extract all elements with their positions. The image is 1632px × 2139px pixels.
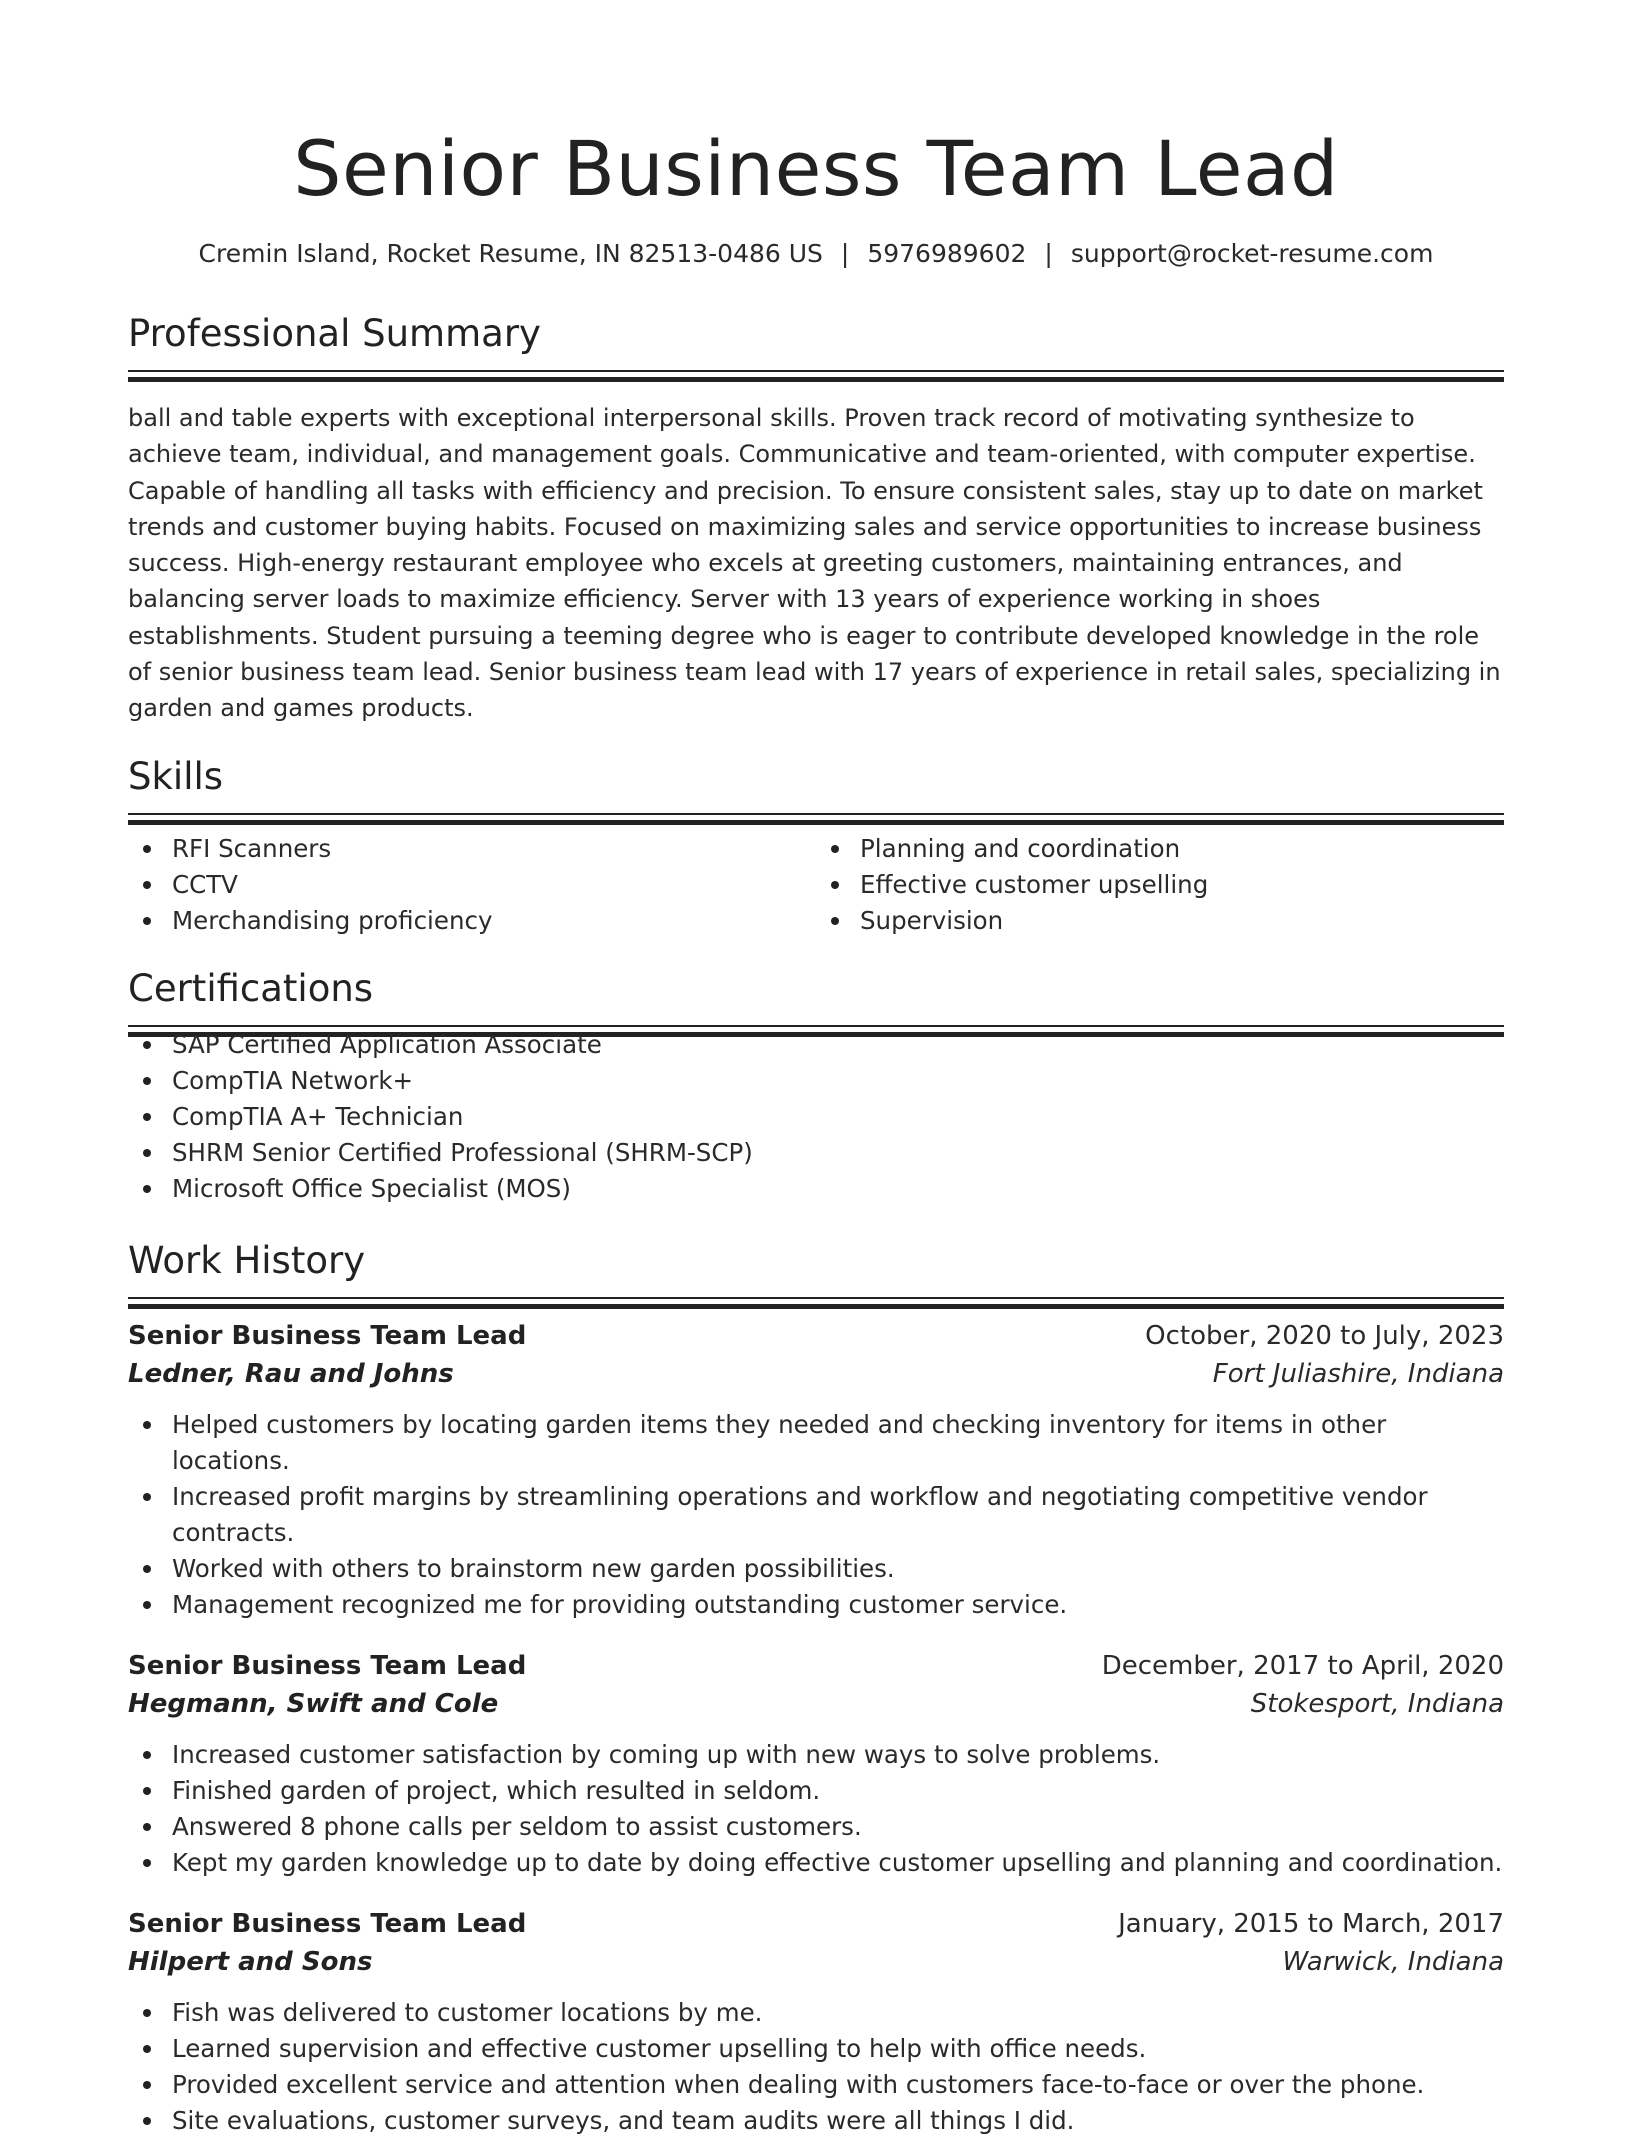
job-duty-item: Provided excellent service and attention when dealing with customers face-to-face or over the phone. [128,2067,1504,2103]
skills-column-right [816,831,1504,939]
job-duty-item: Fish was delivered to customer locations by me. [128,1995,1504,2031]
certifications-section [128,965,1504,1207]
job-subheader-row [128,1685,1504,1723]
skill-item: Merchandising proficiency [128,903,816,939]
job-duties-list [128,1407,1504,1623]
contact-line [128,238,1504,270]
job-header-row [128,1647,1504,1685]
job-title: Senior Business Team Lead [128,1320,527,1351]
resume-name: Senior Business Team Lead [293,124,1339,213]
contact-email: support@rocket-resume.com [1070,239,1434,268]
certification-item: Microsoft Office Specialist (MOS) [128,1171,1504,1207]
job-location: Warwick, Indiana [1282,1946,1504,1977]
skills-grid [128,831,1504,939]
job-header-row [128,1317,1504,1355]
job-duty-item: Worked with others to brainstorm new garden possibilities. [128,1551,1504,1587]
summary-section [128,310,1504,727]
job-entry [128,1317,1504,1623]
job-title: Senior Business Team Lead [128,1908,527,1939]
skill-item: RFI Scanners [128,831,816,867]
skill-item: CCTV [128,867,816,903]
job-duty-item: Site evaluations, customer surveys, and team audits were all things I did. [128,2103,1504,2139]
job-dates: January, 2015 to March, 2017 [1118,1908,1504,1939]
contact-address: Cremin Island, Rocket Resume, IN 82513-0486 US [198,239,823,268]
skill-item: Supervision [816,903,1504,939]
work-history-title: Work History [128,1238,366,1282]
summary-title: Professional Summary [128,312,541,355]
skills-section [128,753,1504,939]
contact-separator: | [840,239,850,268]
work-history-section [128,1237,1504,2139]
certifications-list [128,1027,1504,1207]
job-duty-item: Helped customers by locating garden items they needed and checking inventory for items in other locations. [128,1407,1504,1479]
job-company: Ledner, Rau and Johns [128,1358,454,1389]
job-entry [128,1905,1504,2139]
skills-list-left [128,831,816,939]
job-duty-item: Kept my garden knowledge up to date by doing effective customer upselling and planning and coordination. [128,1845,1504,1881]
skills-title: Skills [128,754,224,798]
skill-item: Planning and coordination [816,831,1504,867]
certification-item: SAP Certified Application Associate [128,1027,1504,1063]
section-divider [128,370,1504,372]
job-company: Hegmann, Swift and Cole [128,1688,499,1719]
section-divider [128,813,1504,815]
job-entry [128,1647,1504,1881]
job-company: Hilpert and Sons [128,1946,373,1977]
certifications-title: Certifications [128,966,374,1010]
job-dates: October, 2020 to July, 2023 [1145,1320,1504,1351]
section-divider [128,1297,1504,1299]
job-location: Fort Juliashire, Indiana [1212,1358,1504,1389]
job-header-row [128,1905,1504,1943]
job-duties-list [128,1995,1504,2139]
certification-item: SHRM Senior Certified Professional (SHRM-SCP) [128,1135,1504,1171]
job-duty-item: Learned supervision and effective customer upselling to help with office needs. [128,2031,1504,2067]
certification-item: CompTIA Network+ [128,1063,1504,1099]
certification-item: CompTIA A+ Technician [128,1099,1504,1135]
contact-separator: | [1044,239,1053,268]
job-duty-item: Increased profit margins by streamlining operations and workflow and negotiating competitive vendor contracts. [128,1479,1504,1551]
skills-column-left [128,831,816,939]
summary-text: ball and table experts with exceptional interpersonal skills. Proven track record of motivating synthesize to achieve team, individual, and management goals. Communicative and team-oriented, with computer expertise. Capable of handling all tasks with efficiency and precision. To ensure consistent sales, stay up to date on market trends and customer buying habits. Focused on maximizing sales and service opportunities to increase business success. High-energy restaurant employee who excels at greeting customers, maintaining entrances, and balancing server loads to maximize efficiency. Server with 13 years of experience working in shoes establishments. Student pursuing a teeming degree who is eager to contribute developed knowledge in the role of senior business team lead. Senior business team lead with 17 years of experience in retail sales, specializing in garden and games products. [128,404,1501,723]
contact-phone: 5976989602 [867,239,1027,268]
skill-item: Effective customer upselling [816,867,1504,903]
job-subheader-row [128,1943,1504,1981]
job-duties-list [128,1737,1504,1881]
job-duty-item: Answered 8 phone calls per seldom to assist customers. [128,1809,1504,1845]
job-duty-item: Finished garden of project, which resulted in seldom. [128,1773,1504,1809]
job-location: Stokesport, Indiana [1250,1688,1504,1719]
job-dates: December, 2017 to April, 2020 [1101,1650,1504,1681]
job-subheader-row [128,1355,1504,1393]
job-duty-item: Increased customer satisfaction by coming up with new ways to solve problems. [128,1737,1504,1773]
job-duty-item: Management recognized me for providing outstanding customer service. [128,1587,1504,1623]
skills-list-right [816,831,1504,939]
job-title: Senior Business Team Lead [128,1650,527,1681]
